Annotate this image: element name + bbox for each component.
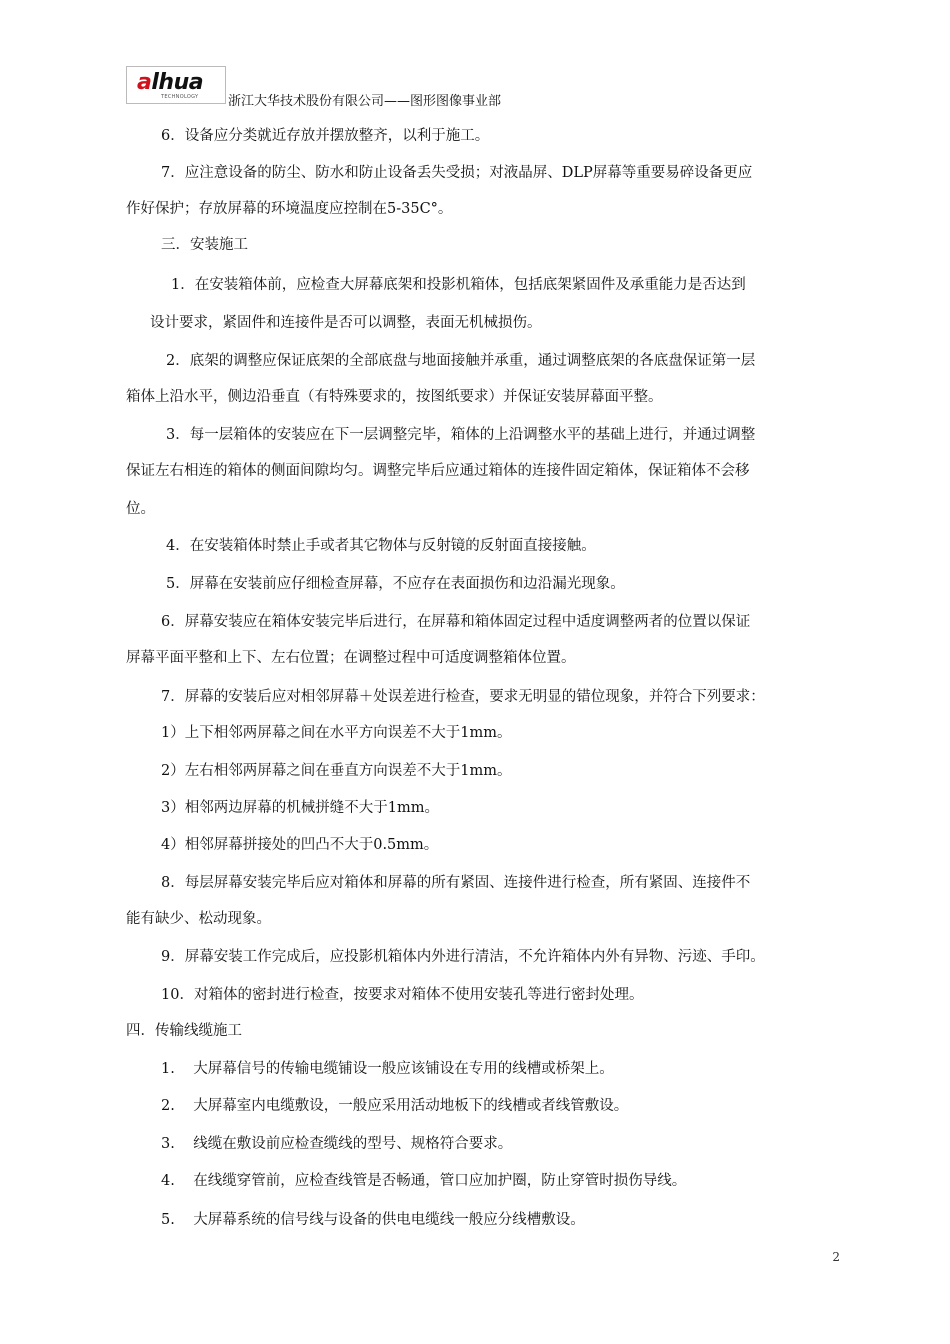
paragraph-line: 9．屏幕安装工作完成后，应投影机箱体内外进行清洁，不允许箱体内外有异物、污迹、手印。 [161,949,765,965]
list-item: 4）相邻屏幕拼接处的凹凸不大于0.5mm。 [161,837,439,853]
page-number: 2 [832,1250,840,1264]
list-item: 2）左右相邻两屏幕之间在垂直方向误差不大于1mm。 [161,763,512,779]
list-item: 1. 大屏幕信号的传输电缆铺设一般应该铺设在专用的线槽或桥架上。 [161,1061,614,1077]
paragraph-line: 6．设备应分类就近存放并摆放整齐，以利于施工。 [161,128,490,144]
paragraph-line: 能有缺少、松动现象。 [126,911,271,927]
list-item: 3）相邻两边屏幕的机械拼缝不大于1mm。 [161,800,439,816]
list-item: 1）上下相邻两屏幕之间在水平方向误差不大于1mm。 [161,725,512,741]
paragraph-line: 作好保护；存放屏幕的环境温度应控制在5-35C°。 [126,201,453,217]
paragraph-line: 1．在安装箱体前，应检查大屏幕底架和投影机箱体，包括底架紧固件及承重能力是否达到 [171,277,746,293]
section-heading: 三．安装施工 [161,237,248,253]
paragraph-line: 10．对箱体的密封进行检查，按要求对箱体不使用安装孔等进行密封处理。 [161,987,644,1003]
paragraph-line: 屏幕平面平整和上下、左右位置；在调整过程中可适度调整箱体位置。 [126,650,576,666]
paragraph-line: 6．屏幕安装应在箱体安装完毕后进行，在屏幕和箱体固定过程中适度调整两者的位置以保证 [161,614,751,630]
logo-wordmark [137,70,203,95]
logo-hua: lhua [151,70,204,95]
logo-a-mark: a [137,70,152,95]
paragraph-line: 箱体上沿水平，侧边沿垂直（有特殊要求的，按图纸要求）并保证安装屏幕面平整。 [126,389,663,405]
company-header: 浙江大华技术股份有限公司——图形图像事业部 [228,94,502,109]
list-item: 2. 大屏幕室内电缆敷设，一般应采用活动地板下的线槽或者线管敷设。 [161,1098,629,1114]
logo-subtitle: TECHNOLOGY [161,94,199,100]
paragraph-line: 3．每一层箱体的安装应在下一层调整完毕，箱体的上沿调整水平的基础上进行，并通过调整 [166,427,756,443]
paragraph-line: 8．每层屏幕安装完毕后应对箱体和屏幕的所有紧固、连接件进行检查，所有紧固、连接件不 [161,875,751,891]
paragraph-line: 4．在安装箱体时禁止手或者其它物体与反射镜的反射面直接接触。 [166,538,596,554]
paragraph-line: 保证左右相连的箱体的侧面间隙均匀。调整完毕后应通过箱体的连接件固定箱体，保证箱体不会移 [126,463,750,479]
paragraph-line: 位。 [126,501,155,517]
paragraph-line: 7．屏幕的安装后应对相邻屏幕＋处误差进行检查，要求无明显的错位现象，并符合下列要求： [161,689,765,705]
list-item: 4. 在线缆穿管前，应检查线管是否畅通，管口应加护圈，防止穿管时损伤导线。 [161,1173,687,1189]
paragraph-line: 2．底架的调整应保证底架的全部底盘与地面接触并承重，通过调整底架的各底盘保证第一层 [166,353,756,369]
dahua-logo [126,66,226,104]
paragraph-line: 设计要求，紧固件和连接件是否可以调整，表面无机械损伤。 [150,315,542,331]
paragraph-line: 7．应注意设备的防尘、防水和防止设备丢失受损；对液晶屏、DLP屏幕等重要易碎设备更应 [161,165,753,181]
list-item: 3. 线缆在敷设前应检查缆线的型号、规格符合要求。 [161,1136,513,1152]
list-item: 5. 大屏幕系统的信号线与设备的供电电缆线一般应分线槽敷设。 [161,1212,585,1228]
section-heading: 四．传输线缆施工 [126,1023,242,1039]
paragraph-line: 5．屏幕在安装前应仔细检查屏幕，不应存在表面损伤和边沿漏光现象。 [166,576,625,592]
